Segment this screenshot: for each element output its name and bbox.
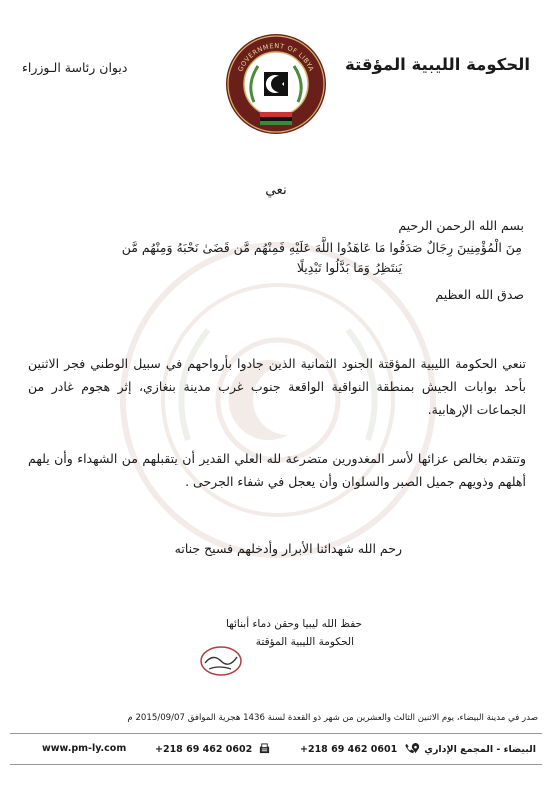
website-link[interactable]: www.pm-ly.com (42, 743, 127, 754)
address-text: البيضاء - المجمع الإداري (424, 744, 536, 755)
footer-contact-bar (10, 740, 542, 762)
fax-number: +218 69 462 0602 (155, 744, 253, 755)
document-title: نعي (265, 182, 287, 198)
signature-line-1: حفظ الله ليبيا وحقن دماء أبنائها (225, 618, 362, 630)
footer-divider-bottom (10, 764, 542, 765)
body-paragraph-3: رحم الله شهدائنا الأبرار وأدخلهم فسيح جناته (174, 541, 402, 556)
body-paragraph-2: وتتقدم بخالص عزائها لأسر المغدورين متضرعة لله العلي القدير أن يتقبلهم من الشهداء وأن يلهم أهلهم وذويهم جميل الصبر والسلوان وأن يعجل في شفاء الجرحى . (28, 451, 526, 489)
issued-date-line: صدر في مدينة البيضاء، يوم الاثنين الثالث والعشرين من شهر ذو القعدة لسنة 1436 هجرية الموافق 2015/09/07 م (127, 713, 538, 723)
quran-verse-line-1: مِنَ الْمُؤْمِنِينَ رِجَالٌ صَدَقُوا مَا عَاهَدُوا اللَّهَ عَلَيْهِ فَمِنْهُم مَّن قَضَىٰ نَحْبَهُ وَمِنْهُم مَّن (121, 240, 522, 255)
svg-text:GOVERNMENT OF LIBYA: GOVERNMENT OF LIBYA (236, 41, 316, 73)
verse-closing: صدق الله العظيم (435, 287, 524, 302)
fax-icon (259, 743, 270, 754)
signature-stamp (197, 643, 245, 679)
office-name: ديوان رئاسة الـوزراء (22, 60, 128, 75)
government-name: الحكومة الليبية المؤقتة (345, 55, 530, 74)
body-paragraph-1: تنعي الحكومة الليبية المؤقتة الجنود الثمانية الذين جادوا بأرواحهم في سبيل الوطني فجر الاثنين بأحد بوابات الجيش بمنطقة النواقية الواقعة جنوب غرب مدينة بنغازي، إثر هجوم غادر من الجماعات الإرهابية. (28, 356, 526, 417)
phone-number: +218 69 462 0601 (300, 744, 398, 755)
address-item (407, 743, 536, 755)
phone-item (300, 743, 415, 755)
signature-line-2: الحكومة الليبية المؤقتة (255, 636, 354, 648)
government-seal-logo (224, 32, 328, 136)
fax-item (155, 743, 270, 755)
quran-verse-line-2: يَنتَظِرُ وَمَا بَدَّلُوا تَبْدِيلًا (296, 260, 402, 275)
footer-divider-top (10, 733, 542, 734)
basmala: بسم الله الرحمن الرحيم (398, 218, 524, 233)
location-icon (410, 743, 421, 754)
